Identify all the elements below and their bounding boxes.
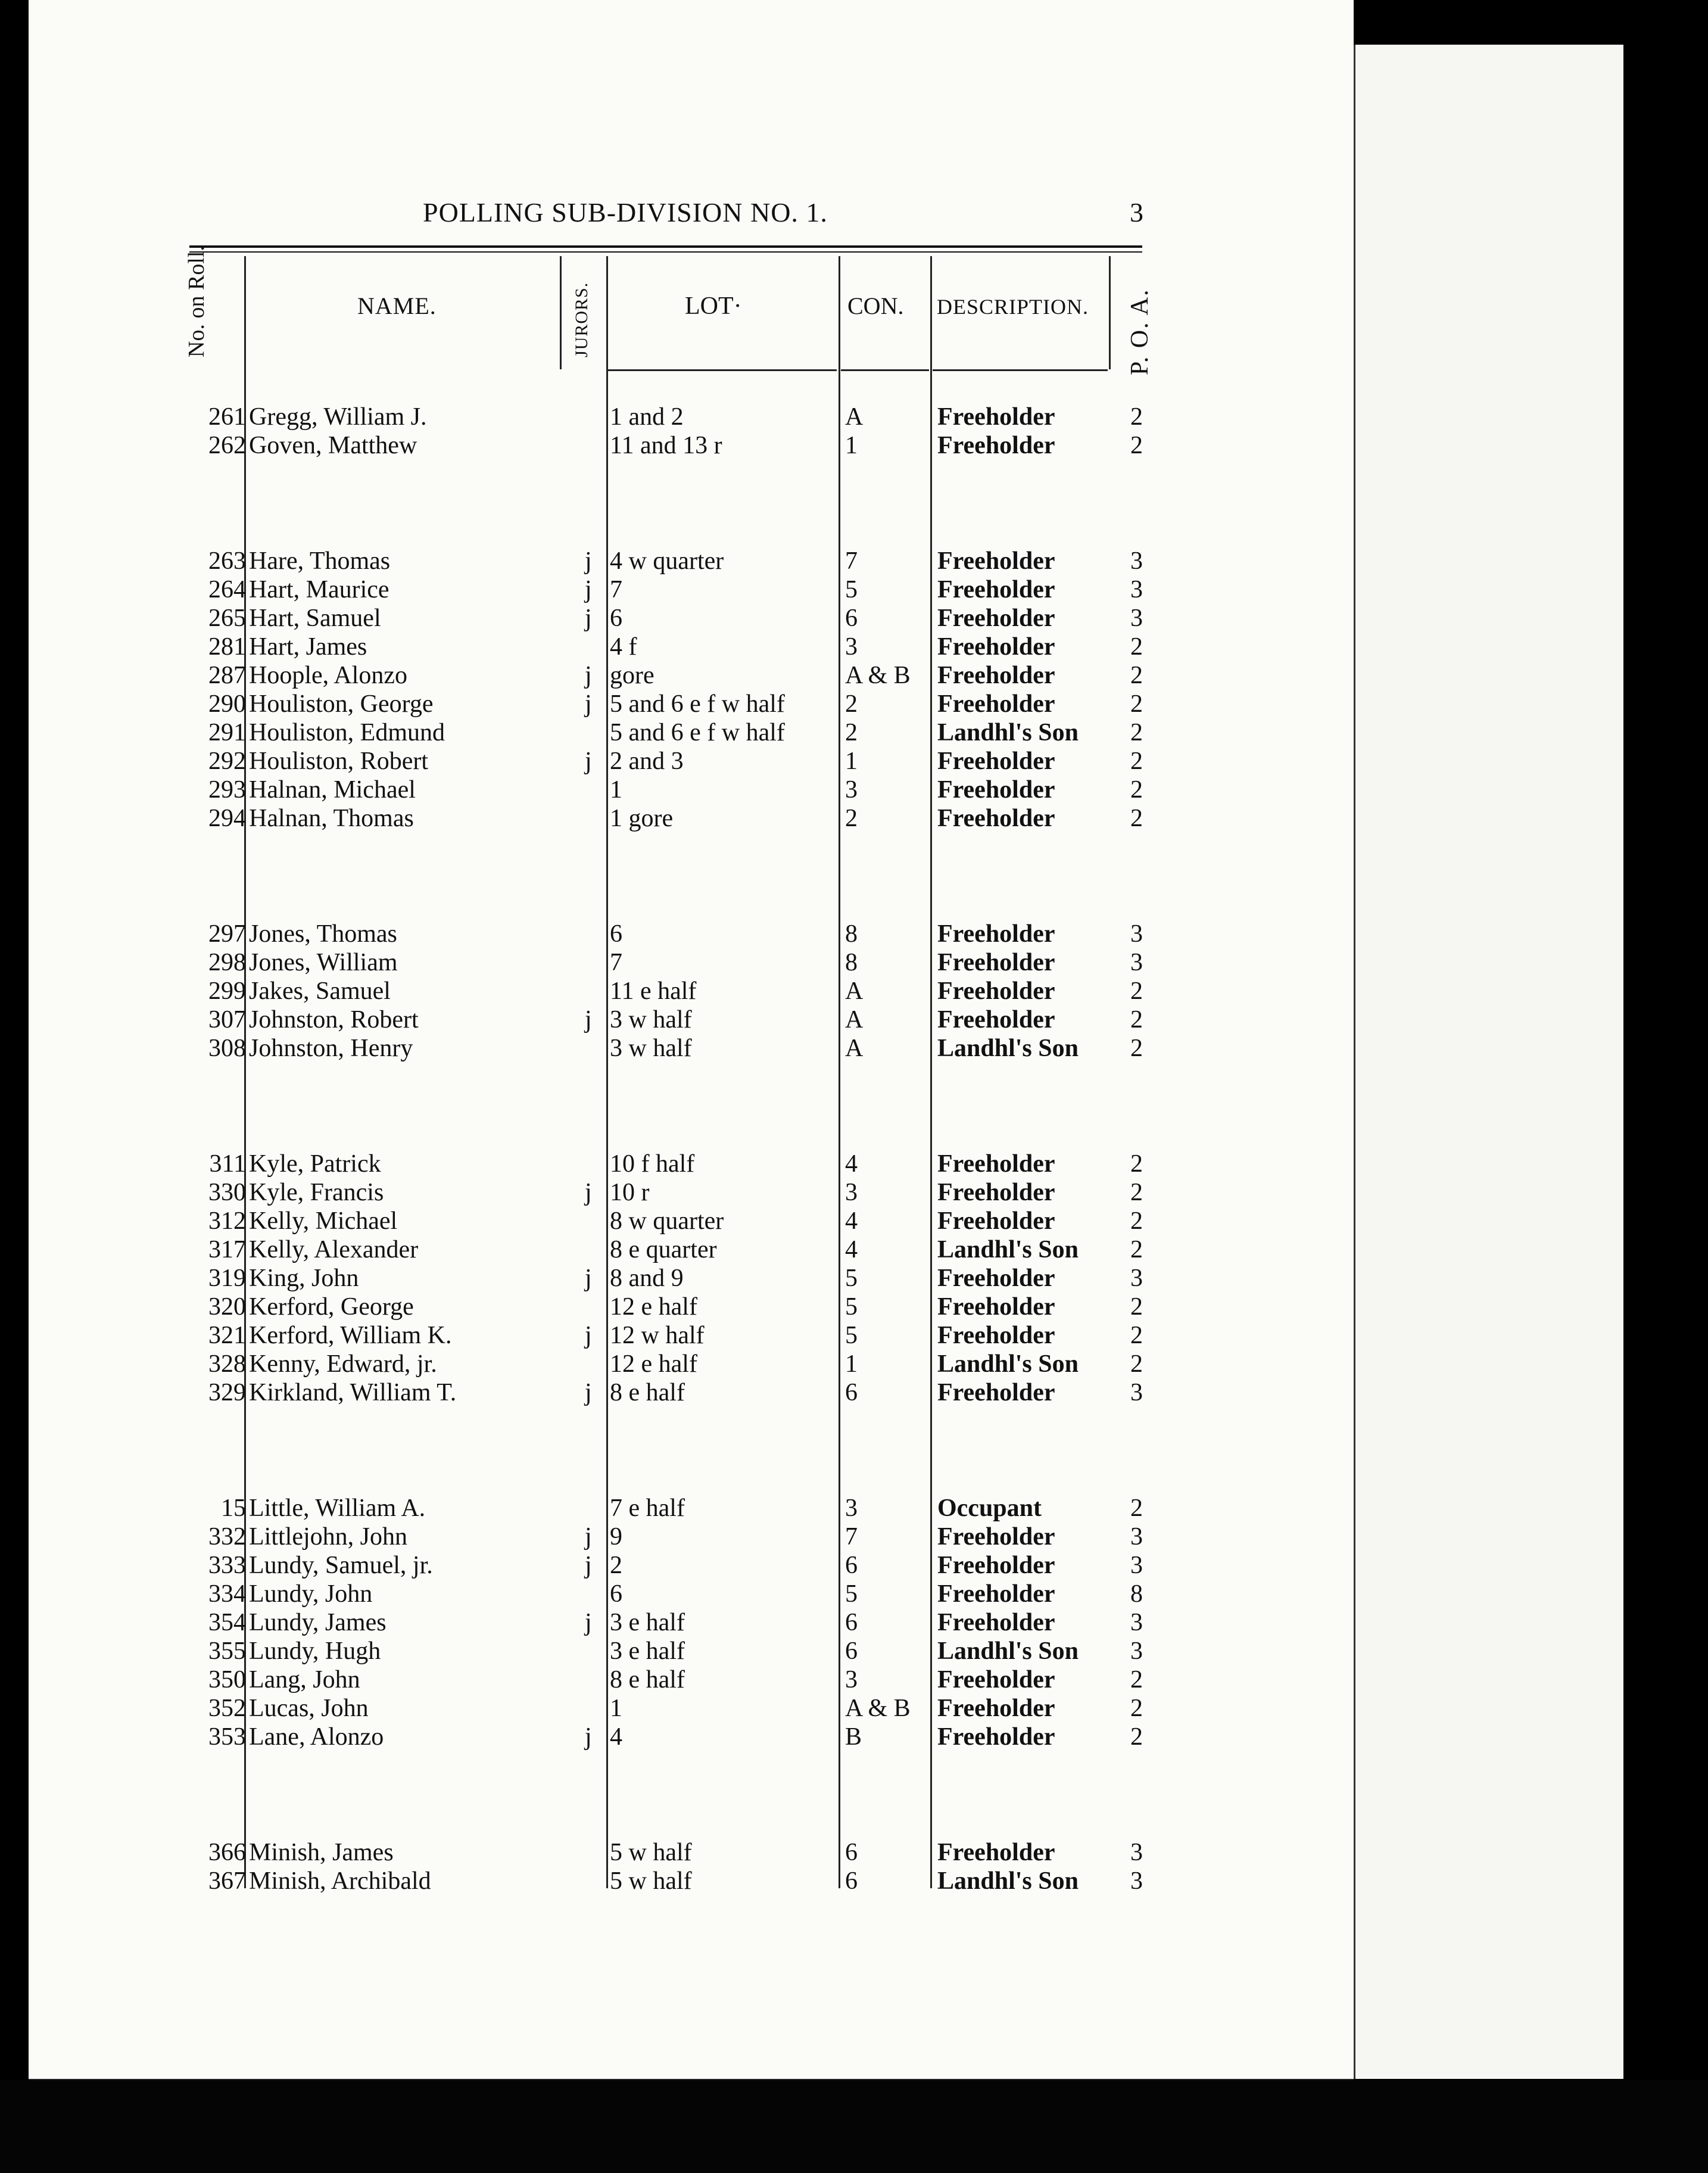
lot-value: 7 e half: [610, 1495, 685, 1522]
concession-value: 6: [845, 1839, 858, 1866]
voter-name: Minish, Archibald: [249, 1867, 431, 1895]
concession-value: B: [845, 1723, 862, 1751]
poa-value: 3: [1130, 920, 1143, 948]
description-value: Freeholder: [937, 1006, 1055, 1033]
poa-value: 2: [1130, 633, 1143, 661]
voter-name: Kenny, Edward, jr.: [249, 1350, 437, 1378]
roll-number: 299: [208, 977, 246, 1005]
description-value: Freeholder: [937, 432, 1055, 459]
lot-value: 6: [610, 605, 622, 632]
voter-name: Lundy, Samuel, jr.: [249, 1552, 433, 1579]
table-row: [0, 1723, 1708, 1751]
voter-name: Johnston, Henry: [249, 1035, 413, 1062]
voter-name: Houliston, Edmund: [249, 719, 445, 746]
table-row: [0, 403, 1708, 431]
description-value: Freeholder: [937, 1666, 1055, 1693]
table-row: [0, 1494, 1708, 1523]
voter-name: Lundy, James: [249, 1609, 387, 1636]
voter-name: Little, William A.: [249, 1495, 426, 1522]
voter-name: Littlejohn, John: [249, 1523, 407, 1551]
description-value: Freeholder: [937, 605, 1055, 632]
table-row: [0, 1378, 1708, 1407]
column-divider: [1109, 256, 1111, 369]
roll-number: 330: [208, 1179, 246, 1206]
lot-value: 10 f half: [610, 1150, 695, 1178]
description-value: Landhl's Son: [937, 1350, 1079, 1378]
lot-value: 2: [610, 1552, 622, 1579]
poa-value: 2: [1130, 662, 1143, 689]
lot-value: 1 and 2: [610, 403, 684, 431]
juror-mark: j: [585, 1723, 592, 1751]
lot-value: 6: [610, 920, 622, 948]
lot-value: 4: [610, 1723, 622, 1751]
description-value: Landhl's Son: [937, 1637, 1079, 1665]
juror-mark: j: [585, 1552, 592, 1579]
table-row: [0, 1235, 1708, 1264]
lot-value: 12 e half: [610, 1293, 697, 1321]
voter-name: King, John: [249, 1265, 359, 1292]
roll-number: 292: [208, 748, 246, 775]
roll-number: 320: [208, 1293, 246, 1321]
roll-number: 308: [208, 1035, 246, 1062]
table-row: [0, 718, 1708, 747]
poa-value: 3: [1130, 1609, 1143, 1636]
lot-value: 5 and 6 e f w half: [610, 690, 785, 718]
roll-number: 297: [208, 920, 246, 948]
roll-number: 294: [208, 805, 246, 832]
concession-value: A & B: [845, 1695, 911, 1722]
voter-name: Houliston, Robert: [249, 748, 428, 775]
description-value: Landhl's Son: [937, 1867, 1079, 1895]
poa-value: 2: [1130, 1179, 1143, 1206]
poa-value: 8: [1130, 1580, 1143, 1608]
poa-value: 2: [1130, 776, 1143, 804]
lot-value: 3 e half: [610, 1609, 685, 1636]
poa-value: 2: [1130, 1695, 1143, 1722]
table-row: [0, 1867, 1708, 1895]
concession-value: 8: [845, 920, 858, 948]
table-row: [0, 1150, 1708, 1178]
table-row: [0, 1005, 1708, 1034]
header-underline: [933, 369, 1108, 371]
poa-value: 3: [1130, 1379, 1143, 1406]
lot-value: 4 w quarter: [610, 547, 724, 575]
table-row: [0, 920, 1708, 948]
table-row: [0, 1034, 1708, 1063]
voter-name: Kelly, Michael: [249, 1207, 398, 1235]
description-value: Freeholder: [937, 1179, 1055, 1206]
roll-number: 350: [208, 1666, 246, 1693]
description-value: Freeholder: [937, 949, 1055, 976]
lot-value: 1: [610, 776, 622, 804]
voter-name: Jakes, Samuel: [249, 977, 391, 1005]
table-row: [0, 604, 1708, 633]
roll-number: 329: [208, 1379, 246, 1406]
juror-mark: j: [585, 662, 592, 689]
table-row: [0, 1264, 1708, 1293]
voter-name: Lucas, John: [249, 1695, 369, 1722]
description-value: Occupant: [937, 1495, 1042, 1522]
poa-value: 2: [1130, 1723, 1143, 1751]
poa-value: 2: [1130, 1150, 1143, 1178]
column-headers: [0, 245, 1708, 375]
column-header-lot: LOT·: [685, 292, 742, 320]
column-header-poa: P. O. A.: [1126, 288, 1154, 375]
concession-value: 5: [845, 1322, 858, 1349]
lot-value: 5 w half: [610, 1839, 692, 1866]
voter-name: Jones, William: [249, 949, 398, 976]
juror-mark: j: [585, 1523, 592, 1551]
voter-name: Minish, James: [249, 1839, 394, 1866]
concession-value: 6: [845, 1552, 858, 1579]
lot-value: 3 w half: [610, 1035, 692, 1062]
roll-number: 307: [208, 1006, 246, 1033]
table-row: [0, 1321, 1708, 1350]
running-title: POLLING SUB-DIVISION NO. 1.: [423, 197, 828, 228]
table-row: [0, 948, 1708, 977]
table-row: [0, 1207, 1708, 1235]
concession-value: A: [845, 1035, 864, 1062]
voter-name: Kyle, Patrick: [249, 1150, 381, 1178]
description-value: Freeholder: [937, 977, 1055, 1005]
description-value: Freeholder: [937, 1322, 1055, 1349]
column-header-jurors: JURORS.: [572, 282, 591, 357]
lot-value: 11 and 13 r: [610, 432, 722, 459]
concession-value: 3: [845, 1666, 858, 1693]
lot-value: 8 w quarter: [610, 1207, 724, 1235]
table-row: [0, 1350, 1708, 1378]
poa-value: 2: [1130, 1350, 1143, 1378]
voter-name: Halnan, Thomas: [249, 805, 414, 832]
voter-name: Hart, Maurice: [249, 576, 389, 603]
poa-value: 2: [1130, 1207, 1143, 1235]
juror-mark: j: [585, 1006, 592, 1033]
poa-value: 2: [1130, 719, 1143, 746]
description-value: Freeholder: [937, 403, 1055, 431]
voter-name: Johnston, Robert: [249, 1006, 419, 1033]
table-row: [0, 431, 1708, 460]
poa-value: 3: [1130, 547, 1143, 575]
lot-value: 7: [610, 576, 622, 603]
concession-value: 1: [845, 748, 858, 775]
poa-value: 2: [1130, 403, 1143, 431]
roll-number: 321: [208, 1322, 246, 1349]
concession-value: 5: [845, 1580, 858, 1608]
juror-mark: j: [585, 748, 592, 775]
concession-value: 4: [845, 1150, 858, 1178]
concession-value: 6: [845, 1609, 858, 1636]
lot-value: 5 and 6 e f w half: [610, 719, 785, 746]
column-header-no-on-roll: No. on Roll.: [184, 245, 209, 357]
poa-value: 3: [1130, 576, 1143, 603]
voter-name: Houliston, George: [249, 690, 434, 718]
page-number: 3: [1130, 197, 1143, 228]
description-value: Freeholder: [937, 576, 1055, 603]
concession-value: 3: [845, 633, 858, 661]
table-row: [0, 1665, 1708, 1694]
poa-value: 2: [1130, 1322, 1143, 1349]
concession-value: 3: [845, 1179, 858, 1206]
voter-name: Gregg, William J.: [249, 403, 427, 431]
roll-number: 311: [209, 1150, 246, 1178]
voter-name: Jones, Thomas: [249, 920, 397, 948]
concession-value: 6: [845, 1867, 858, 1895]
description-value: Freeholder: [937, 1293, 1055, 1321]
concession-value: 6: [845, 605, 858, 632]
voter-name: Kerford, William K.: [249, 1322, 452, 1349]
description-value: Freeholder: [937, 805, 1055, 832]
lot-value: 9: [610, 1523, 622, 1551]
roll-number: 367: [208, 1867, 246, 1895]
poa-value: 2: [1130, 1666, 1143, 1693]
description-value: Landhl's Son: [937, 1035, 1079, 1062]
lot-value: 12 e half: [610, 1350, 697, 1378]
voter-name: Kerford, George: [249, 1293, 414, 1321]
description-value: Freeholder: [937, 1523, 1055, 1551]
roll-number: 319: [208, 1265, 246, 1292]
concession-value: 5: [845, 1265, 858, 1292]
poa-value: 2: [1130, 805, 1143, 832]
concession-value: 3: [845, 1495, 858, 1522]
roll-number: 352: [208, 1695, 246, 1722]
lot-value: 12 w half: [610, 1322, 705, 1349]
poa-value: 2: [1130, 1035, 1143, 1062]
table-row: [0, 547, 1708, 575]
description-value: Freeholder: [937, 1839, 1055, 1866]
poa-value: 3: [1130, 1637, 1143, 1665]
lot-value: 10 r: [610, 1179, 650, 1206]
description-value: Freeholder: [937, 1552, 1055, 1579]
table-row: [0, 747, 1708, 776]
juror-mark: j: [585, 1179, 592, 1206]
poa-value: 3: [1130, 1867, 1143, 1895]
roll-number: 287: [208, 662, 246, 689]
concession-value: A: [845, 1006, 864, 1033]
concession-value: 2: [845, 690, 858, 718]
roll-number: 355: [208, 1637, 246, 1665]
voter-name: Hare, Thomas: [249, 547, 391, 575]
poa-value: 3: [1130, 949, 1143, 976]
concession-value: 2: [845, 805, 858, 832]
description-value: Freeholder: [937, 662, 1055, 689]
concession-value: A: [845, 977, 864, 1005]
roll-number: 333: [208, 1552, 246, 1579]
lot-value: 3 e half: [610, 1637, 685, 1665]
concession-value: 7: [845, 1523, 858, 1551]
poa-value: 2: [1130, 690, 1143, 718]
table-row: [0, 1694, 1708, 1723]
description-value: Freeholder: [937, 690, 1055, 718]
lot-value: 8 e half: [610, 1666, 685, 1693]
poa-value: 3: [1130, 605, 1143, 632]
roll-number: 265: [208, 605, 246, 632]
table-row: [0, 690, 1708, 718]
juror-mark: j: [585, 547, 592, 575]
table-row: [0, 1637, 1708, 1665]
roll-number: 354: [208, 1609, 246, 1636]
table-row: [0, 1551, 1708, 1580]
table-row: [0, 1608, 1708, 1637]
roll-number: 332: [208, 1523, 246, 1551]
header-rule-thin: [189, 251, 1142, 253]
column-divider: [560, 256, 562, 369]
voter-name: Hart, James: [249, 633, 367, 661]
lot-value: 2 and 3: [610, 748, 684, 775]
description-value: Freeholder: [937, 776, 1055, 804]
description-value: Freeholder: [937, 1695, 1055, 1722]
roll-number: 262: [208, 432, 246, 459]
roll-number: 291: [208, 719, 246, 746]
juror-mark: j: [585, 576, 592, 603]
roll-number: 298: [208, 949, 246, 976]
concession-value: 7: [845, 547, 858, 575]
table-row: [0, 575, 1708, 604]
lot-value: 8 e half: [610, 1379, 685, 1406]
lot-value: 5 w half: [610, 1867, 692, 1895]
header-underline: [841, 369, 929, 371]
voter-name: Hoople, Alonzo: [249, 662, 407, 689]
juror-mark: j: [585, 1379, 592, 1406]
lot-value: 8 e quarter: [610, 1236, 717, 1263]
table-row: [0, 1580, 1708, 1608]
voter-name: Halnan, Michael: [249, 776, 416, 804]
concession-value: 6: [845, 1379, 858, 1406]
lot-value: 8 and 9: [610, 1265, 684, 1292]
voter-name: Kelly, Alexander: [249, 1236, 419, 1263]
description-value: Freeholder: [937, 1150, 1055, 1178]
description-value: Landhl's Son: [937, 719, 1079, 746]
description-value: Freeholder: [937, 547, 1055, 575]
roll-number: 366: [208, 1839, 246, 1866]
header-underline: [607, 369, 837, 371]
description-value: Landhl's Son: [937, 1236, 1079, 1263]
description-value: Freeholder: [937, 920, 1055, 948]
roll-number: 293: [208, 776, 246, 804]
description-value: Freeholder: [937, 633, 1055, 661]
header-rule: [189, 245, 1142, 248]
poa-value: 2: [1130, 432, 1143, 459]
roll-number: 263: [208, 547, 246, 575]
concession-value: A: [845, 403, 864, 431]
table-row: [0, 661, 1708, 690]
concession-value: 4: [845, 1236, 858, 1263]
table-row: [0, 633, 1708, 661]
concession-value: 4: [845, 1207, 858, 1235]
lot-value: gore: [610, 662, 654, 689]
poa-value: 2: [1130, 1495, 1143, 1522]
voter-name: Hart, Samuel: [249, 605, 381, 632]
description-value: Freeholder: [937, 748, 1055, 775]
lot-value: 6: [610, 1580, 622, 1608]
roll-number: 312: [208, 1207, 246, 1235]
roll-number: 353: [208, 1723, 246, 1751]
roll-number: 264: [208, 576, 246, 603]
voter-name: Lane, Alonzo: [249, 1723, 384, 1751]
table-row: [0, 977, 1708, 1005]
juror-mark: j: [585, 605, 592, 632]
concession-value: A & B: [845, 662, 911, 689]
juror-mark: j: [585, 1265, 592, 1292]
voter-name: Lundy, John: [249, 1580, 373, 1608]
roll-number: 290: [208, 690, 246, 718]
poa-value: 2: [1130, 748, 1143, 775]
lot-value: 11 e half: [610, 977, 697, 1005]
roll-number: 281: [208, 633, 246, 661]
table-row: [0, 1523, 1708, 1551]
page-header: [179, 197, 1143, 244]
concession-value: 5: [845, 576, 858, 603]
concession-value: 5: [845, 1293, 858, 1321]
concession-value: 6: [845, 1637, 858, 1665]
table-row: [0, 1178, 1708, 1207]
column-header-description: DESCRIPTION.: [937, 295, 1089, 319]
lot-value: 3 w half: [610, 1006, 692, 1033]
juror-mark: j: [585, 1322, 592, 1349]
juror-mark: j: [585, 1609, 592, 1636]
concession-value: 1: [845, 1350, 858, 1378]
description-value: Freeholder: [937, 1580, 1055, 1608]
poa-value: 3: [1130, 1839, 1143, 1866]
concession-value: 8: [845, 949, 858, 976]
table-row: [0, 776, 1708, 804]
description-value: Freeholder: [937, 1379, 1055, 1406]
poa-value: 2: [1130, 1006, 1143, 1033]
table-row: [0, 1293, 1708, 1321]
voter-name: Kirkland, William T.: [249, 1379, 457, 1406]
description-value: Freeholder: [937, 1207, 1055, 1235]
roll-number: 261: [208, 403, 246, 431]
juror-mark: j: [585, 690, 592, 718]
roll-number: 15: [221, 1495, 246, 1522]
table-row: [0, 1838, 1708, 1867]
poa-value: 3: [1130, 1523, 1143, 1551]
scan-bottom-border: [0, 2080, 1708, 2173]
roll-number: 317: [208, 1236, 246, 1263]
voter-name: Kyle, Francis: [249, 1179, 384, 1206]
poa-value: 3: [1130, 1265, 1143, 1292]
column-header-name: NAME.: [357, 292, 437, 319]
description-value: Freeholder: [937, 1265, 1055, 1292]
voter-name: Lundy, Hugh: [249, 1637, 381, 1665]
column-header-con: CON.: [847, 292, 904, 319]
roll-number: 328: [208, 1350, 246, 1378]
description-value: Freeholder: [937, 1723, 1055, 1751]
concession-value: 1: [845, 432, 858, 459]
concession-value: 3: [845, 776, 858, 804]
voter-name: Goven, Matthew: [249, 432, 417, 459]
roll-number: 334: [208, 1580, 246, 1608]
table-row: [0, 804, 1708, 833]
lot-value: 7: [610, 949, 622, 976]
lot-value: 1 gore: [610, 805, 674, 832]
poa-value: 3: [1130, 1552, 1143, 1579]
poa-value: 2: [1130, 977, 1143, 1005]
voter-name: Lang, John: [249, 1666, 360, 1693]
description-value: Freeholder: [937, 1609, 1055, 1636]
poa-value: 2: [1130, 1236, 1143, 1263]
lot-value: 4 f: [610, 633, 637, 661]
poa-value: 2: [1130, 1293, 1143, 1321]
concession-value: 2: [845, 719, 858, 746]
lot-value: 1: [610, 1695, 622, 1722]
